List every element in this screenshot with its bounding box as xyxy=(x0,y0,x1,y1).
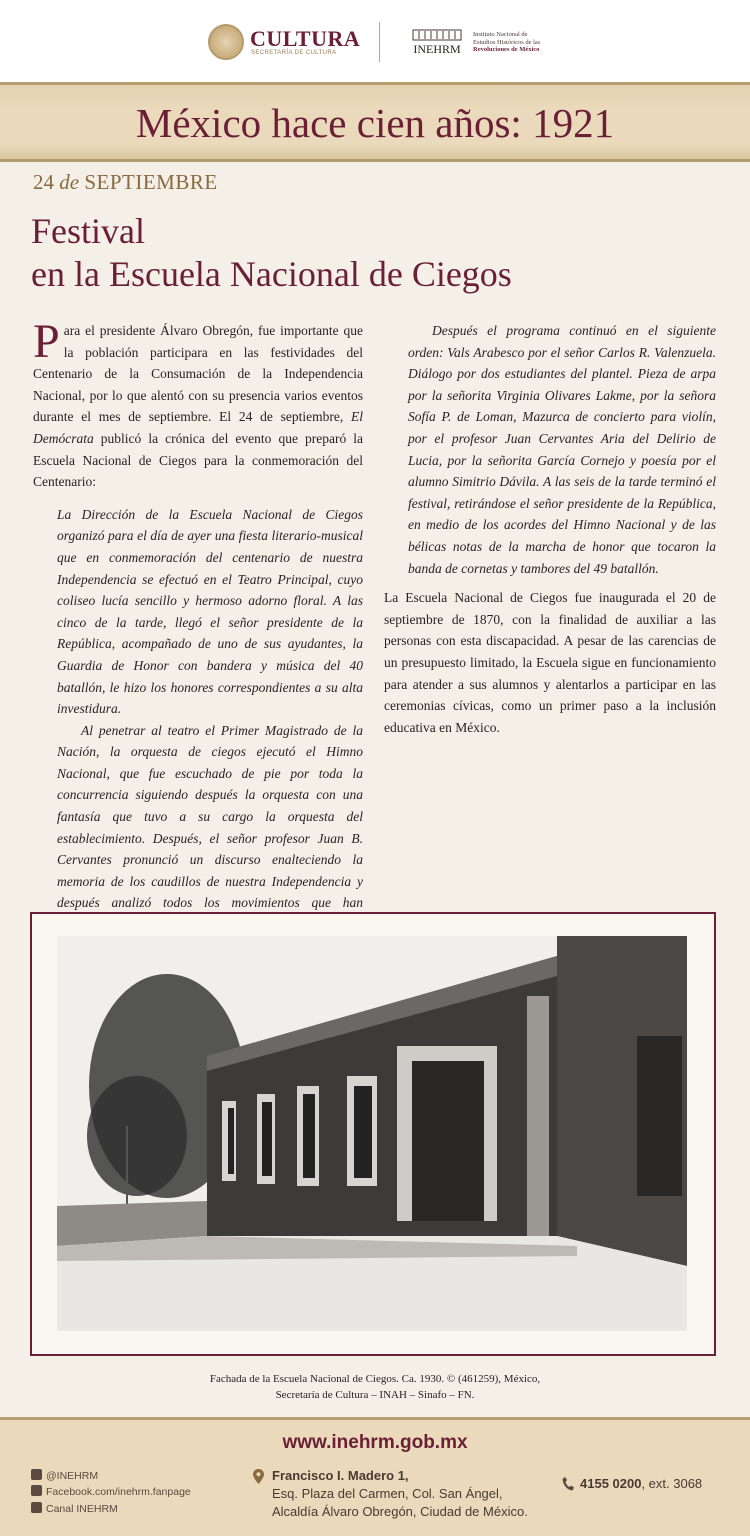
inehrm-name xyxy=(473,31,540,54)
phone-main: 4155 0200 xyxy=(580,1476,642,1491)
cultura-brand: CULTURA xyxy=(250,26,361,51)
facebook-link[interactable] xyxy=(31,1485,191,1498)
article-column-right xyxy=(384,320,716,738)
address-line3: Alcaldía Álvaro Obregón, Ciudad de México. xyxy=(272,1504,528,1519)
phone-number[interactable] xyxy=(580,1476,702,1491)
article-column-left xyxy=(33,315,363,1000)
address-line2: Esq. Plaza del Carmen, Col. San Ángel, xyxy=(272,1486,503,1501)
youtube-channel: Canal INEHRM xyxy=(46,1503,118,1515)
caption-line2: Secretaría de Cultura – INAH – Sinafo – FN. xyxy=(275,1389,475,1401)
youtube-icon xyxy=(31,1502,42,1513)
quote-paragraph-2: Al penetrar al teatro el Primer Magistrado de la Nación, la orquesta de ciegos ejecutó el Himno Nacional, que fue escuchado de pie por toda la concurrencia siguiendo después la orquesta con una fantasía que tuvo a su cargo la orquesta del establecimiento. Después, el señor profesor Juan B. Cervantes pronunció un discurso enalteciendo la memoria de los caudillos de nuestra Independencia y después analizó todos los movimientos que han xyxy=(57,722,363,911)
location-pin-icon xyxy=(253,1469,264,1484)
inehrm-name-line3: Revoluciones de México xyxy=(473,46,540,53)
header-divider xyxy=(379,22,380,62)
drop-cap: P xyxy=(33,315,60,368)
closing-paragraph: La Escuela Nacional de Ciegos fue inaugurada el 20 de septiembre de 1870, con la finalidad de auxiliar a las personas con esta discapacidad. A pesar de las carencias de un presupuesto limitado, la Escuela sigue en funcionamiento para atender a sus alumnos y alentarlos a participar en las ceremonias cívicas, como un primer paso a la inclusión educativa en México. xyxy=(384,590,716,735)
article-date xyxy=(33,170,218,195)
headline-line1: Festival xyxy=(31,211,145,251)
inehrm-name-line2: Estudios Históricos de las xyxy=(473,38,541,46)
school-facade-photo xyxy=(57,936,687,1331)
twitter-icon xyxy=(31,1469,42,1480)
inehrm-name-line1: Instituto Nacional de xyxy=(473,31,528,38)
phone-icon xyxy=(562,1477,574,1491)
quote-paragraph-3: Después el programa continuó en el siguiente orden: Vals Arabesco por el señor Carlos R. Valenzuela. Diálogo por dos estudiantes del plantel. Pieza de arpa por la señorita Virginia Olivares Lakme, por la señora Sofía P. de Loman, Mazurca de concierto para violín, por el profesor Juan Cervantes Aria del Delirio de Lucia, por la señorita García Cornejo y poesía por el alumno Simitrio Dávila. A las seis de la tarde terminó el festival, retirándose el señor presidente de la República, en medio de los acordes del Himno Nacional y de las bélicas notas de la marcha de honor que tocaron la banda de cornetas y tambores del 49 batallón. xyxy=(408,323,716,576)
inehrm-building-icon xyxy=(407,28,467,56)
intro-text-a: ara el presidente Álvaro Obregón, fue importante que la población participara en las festividades del Centenario de la Consumación de la Independencia Nacional, por lo que alentó con su presencia varios eventos durante el mes de septiembre. El 24 de septiembre, xyxy=(33,323,363,425)
inehrm-logo-text: INEHRM xyxy=(413,42,461,56)
twitter-handle: @INEHRM xyxy=(46,1470,99,1482)
phone-extension: , ext. 3068 xyxy=(641,1476,703,1491)
title-band xyxy=(0,82,750,162)
address xyxy=(272,1467,528,1521)
facebook-url: Facebook.com/inehrm.fanpage xyxy=(46,1486,191,1498)
date-de: de xyxy=(59,170,80,194)
intro-text-b: publicó la crónica del evento que preparó la Escuela Nacional de Ciegos para la conmemoración del Centenario: xyxy=(33,430,363,490)
cultura-brand-sub: SECRETARÍA DE CULTURA xyxy=(251,50,337,56)
date-month: SEPTIEMBRE xyxy=(84,170,218,194)
caption-line1: Fachada de la Escuela Nacional de Ciegos. Ca. 1930. © (461259), México, xyxy=(209,1373,541,1385)
newspaper-name: El Demócrata xyxy=(33,409,363,446)
address-line1: Francisco I. Madero 1, xyxy=(272,1468,409,1483)
intro-paragraph xyxy=(33,315,363,493)
article-headline xyxy=(31,210,512,296)
photo-caption xyxy=(0,1371,750,1403)
date-day: 24 xyxy=(33,170,54,194)
youtube-link[interactable] xyxy=(31,1502,118,1515)
twitter-link[interactable] xyxy=(31,1469,98,1482)
quote-paragraph-1: La Dirección de la Escuela Nacional de Ciegos organizó para el día de ayer una fiesta literario-musical que en conmemoración del centenario de nuestra Independencia se efectuó en el Teatro Principal, cuyo coliseo lucía sencillo y hermoso adorno floral. A las cinco de la tarde, llegó el señor presidente de la República, acompañado de uno de sus ayudantes, la Guardia de Honor con bandera y música del 40 batallón, le hizo los honores correspondientes a su alta investidura. xyxy=(57,506,363,717)
cultura-seal-icon xyxy=(208,24,244,60)
facebook-icon xyxy=(31,1485,42,1496)
headline-line2: en la Escuela Nacional de Ciegos xyxy=(31,254,512,294)
page-title: México hace cien años: 1921 xyxy=(135,100,615,146)
website-link[interactable]: www.inehrm.gob.mx xyxy=(282,1432,468,1453)
top-header xyxy=(0,0,750,82)
